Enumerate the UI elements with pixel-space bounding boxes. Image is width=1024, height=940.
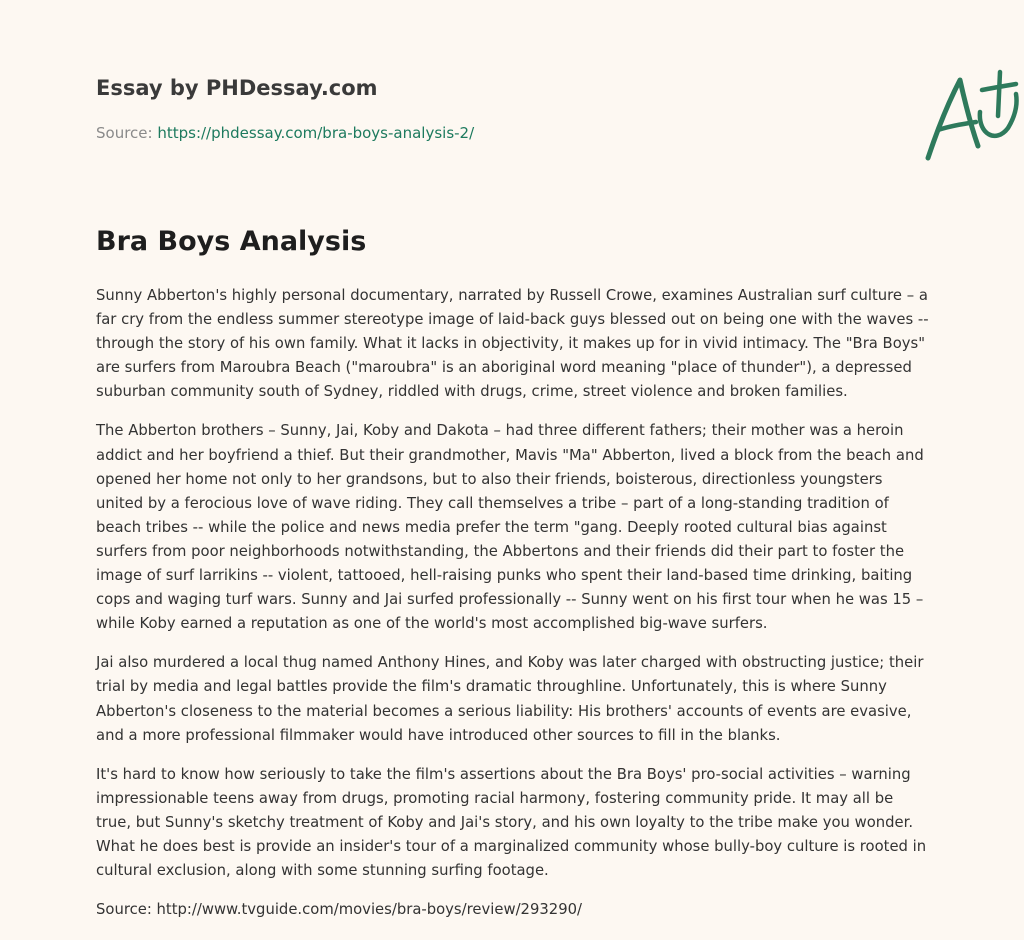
source-link[interactable]: https://phdessay.com/bra-boys-analysis-2/ xyxy=(157,124,475,142)
source-label: Source: xyxy=(96,124,158,142)
essay-body xyxy=(96,284,932,922)
a-plus-grade-icon xyxy=(920,68,1024,168)
paragraph: The Abberton brothers – Sunny, Jai, Koby and Dakota – had three different fathers; their mother was a heroin addict and her boyfriend a thief. But their grandmother, Mavis "Ma" Abberton, lived a block from the beach and opened her home not only to her grandsons, but to also their friends, boisterous, directionless youngsters united by a ferocious love of wave riding. They call themselves a tribe – part of a long-standing tradition of beach tribes -- while the police and news media prefer the term "gang. Deeply rooted cultural bias against surfers from poor neighborhoods notwithstanding, the Abbertons and their friends did their part to foster the image of surf larrikins -- violent, tattooed, hell-raising punks who spent their land-based time drinking, baiting cops and waging turf wars. Sunny and Jai surfed professionally -- Sunny went on his first tour when he was 15 – while Koby earned a reputation as one of the world's most accomplished big-wave surfers. xyxy=(96,422,924,633)
paragraph: It's hard to know how seriously to take the film's assertions about the Bra Boys' pro-social activities – warning impressionable teens away from drugs, promoting racial harmony, fostering community pride. It may all be true, but Sunny's sketchy treatment of Koby and Jai's story, and his own loyalty to the tribe make you wonder. What he does best is provide an insider's tour of a marginalized community whose bully-boy culture is rooted in cultural exclusion, along with some stunning surfing footage. xyxy=(96,765,927,880)
paragraph: Jai also murdered a local thug named Anthony Hines, and Koby was later charged with obstructing justice; their trial by media and legal battles provide the film's dramatic throughline. Unfortunately, this is where Sunny Abberton's closeness to the material becomes a serious liability: His brothers' accounts of events are evasive, and a more professional filmmaker would have introduced other sources to fill in the blanks. xyxy=(96,654,924,744)
site-brand: Essay by PHDessay.com xyxy=(96,76,378,100)
essay-title: Bra Boys Analysis xyxy=(96,226,367,257)
paragraph: Sunny Abberton's highly personal documentary, narrated by Russell Crowe, examines Australian surf culture – a far cry from the endless summer stereotype image of laid-back guys blessed out on being one with the waves -- through the story of his own family. What it lacks in objectivity, it makes up for in vivid intimacy. The "Bra Boys" are surfers from Maroubra Beach ("maroubra" is an aboriginal word meaning "place of thunder"), a depressed suburban community south of Sydney, riddled with drugs, crime, street violence and broken families. xyxy=(96,287,929,401)
essay-source: Source: http://www.tvguide.com/movies/bra-boys/review/293290/ xyxy=(96,901,583,919)
source-line xyxy=(96,124,474,142)
